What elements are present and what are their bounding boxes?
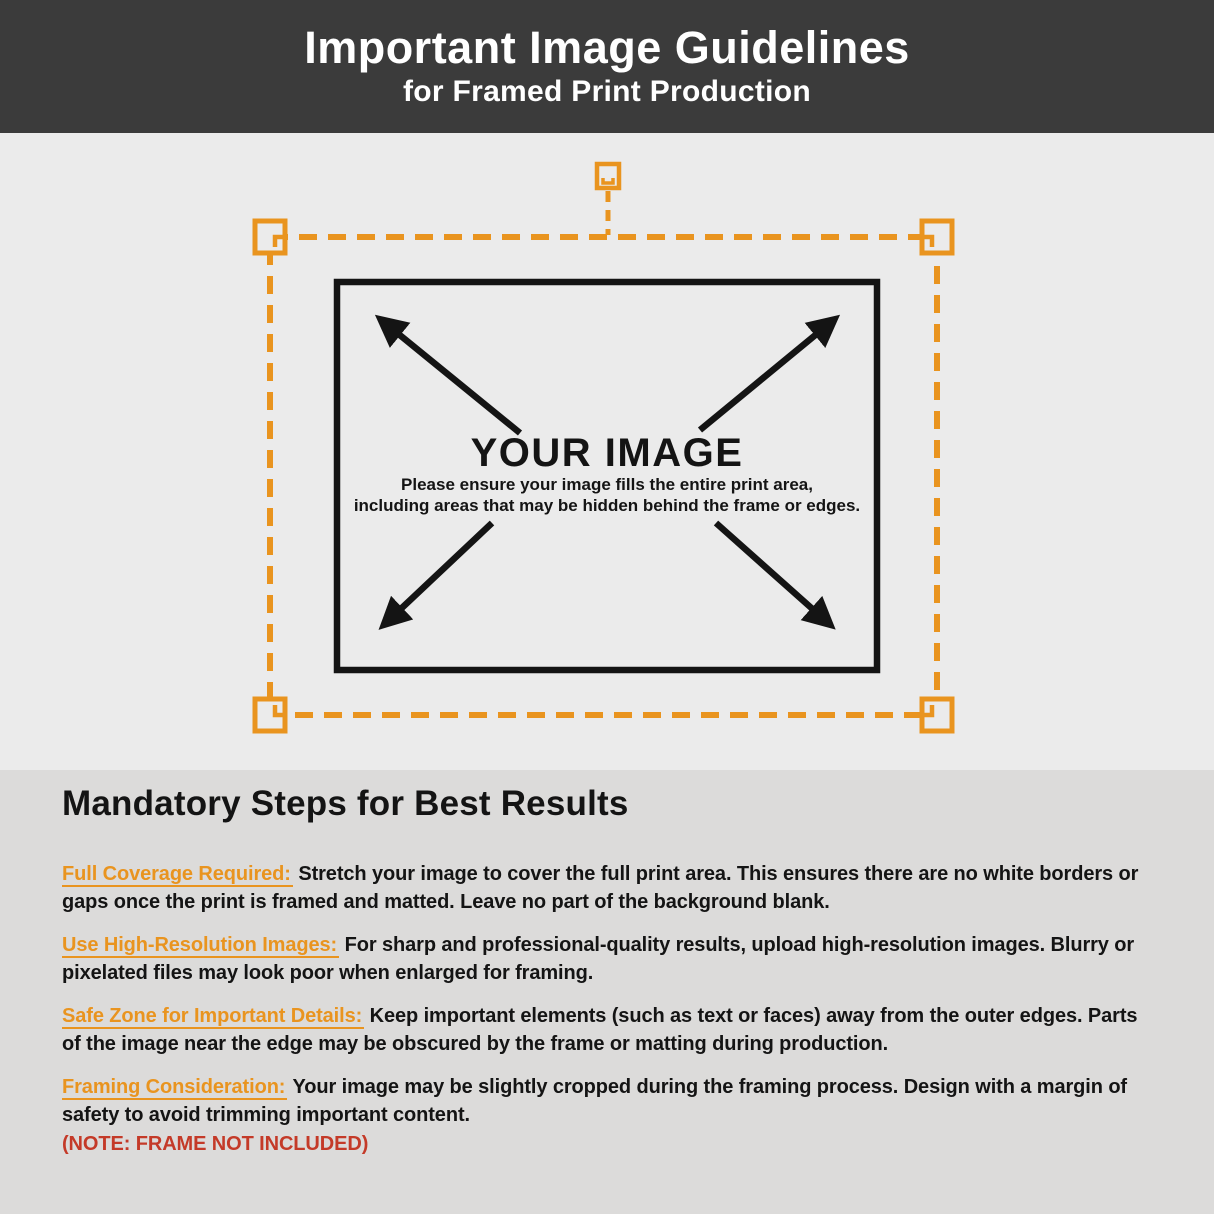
steps-section <box>0 770 1214 1214</box>
header-band <box>0 0 1214 133</box>
print-area-text <box>0 433 1214 515</box>
print-area-caption-line2: including areas that may be hidden behind the frame or edges. <box>353 496 861 515</box>
expand-arrow-top-right-icon <box>700 323 830 430</box>
step-item-framing-consideration <box>62 1073 1158 1129</box>
expand-arrow-bottom-left-icon <box>388 523 492 621</box>
page-subtitle: for Framed Print Production <box>402 75 812 109</box>
step-label: Safe Zone for Important Details: <box>62 1005 363 1027</box>
expand-arrow-top-left-icon <box>385 323 520 433</box>
step-item-full-coverage <box>62 860 1158 916</box>
step-text: Stretch your image to cover the full print area. This ensures there are no white borders or gaps once the print is framed and matted. Leave no part of the background blank. <box>62 863 1139 913</box>
step-item-safe-zone <box>62 1002 1158 1058</box>
print-area-caption-line1: Please ensure your image fills the entire print area, <box>401 475 813 494</box>
step-text: For sharp and professional-quality results, upload high-resolution images. Blurry or pixelated files may look poor when enlarged for framing. <box>62 934 1135 984</box>
diagram-section <box>0 133 1214 770</box>
step-item-high-resolution <box>62 931 1158 987</box>
step-label: Full Coverage Required: <box>62 863 291 885</box>
frame-not-included-note: (NOTE: FRAME NOT INCLUDED) <box>62 1133 369 1155</box>
expand-arrow-bottom-right-icon <box>716 523 826 621</box>
step-text: Your image may be slightly cropped during the framing process. Design with a margin of safety to avoid trimming important content. <box>62 1076 1127 1126</box>
steps-heading: Mandatory Steps for Best Results <box>62 784 629 823</box>
step-text: Keep important elements (such as text or faces) away from the outer edges. Parts of the image near the edge may be obscured by the frame or matting during production. <box>62 1005 1138 1055</box>
step-label: Framing Consideration: <box>62 1076 286 1098</box>
step-label: Use High-Resolution Images: <box>62 934 338 956</box>
page-title: Important Image Guidelines <box>304 21 910 73</box>
your-image-label: YOUR IMAGE <box>470 431 744 475</box>
